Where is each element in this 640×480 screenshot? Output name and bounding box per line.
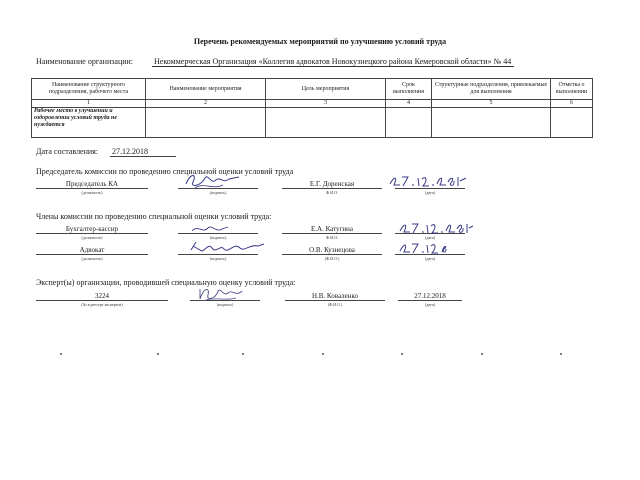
position-line <box>36 188 148 189</box>
col-header-workplace: Наименование структурного подразделения, рабочего места <box>32 79 146 100</box>
position-caption: (должность) <box>81 235 103 240</box>
table-cell-goal <box>266 108 386 138</box>
member-handwritten-date <box>398 219 474 237</box>
date-caption: (дата) <box>425 235 435 240</box>
date-caption: (дата) <box>425 190 435 195</box>
member-position: Бухгалтер-кассир <box>65 225 119 233</box>
col-number: 6 <box>551 100 593 108</box>
signature-caption: (подпись) <box>209 256 227 261</box>
register-caption: (№ в реестре экспертов) <box>81 302 123 307</box>
date-caption: (дата) <box>425 302 435 307</box>
member-handwritten-date <box>398 240 448 256</box>
col-number: 1 <box>32 100 146 108</box>
position-line <box>36 233 148 234</box>
member-signature <box>188 238 268 258</box>
col-header-completion: Отметка о выполнении <box>551 79 593 100</box>
fio-line <box>282 254 382 255</box>
signature-caption: (подпись) <box>216 302 234 307</box>
document-title: Перечень рекомендуемых мероприятий по улучшению условий труда <box>193 37 447 46</box>
chairman-handwritten-date <box>388 172 468 190</box>
fio-line <box>282 188 382 189</box>
register-line <box>36 300 168 301</box>
scan-dot <box>401 353 403 355</box>
member-name: Е.А. Катугина <box>310 225 354 233</box>
table-row <box>32 108 593 138</box>
scan-dot <box>60 353 62 355</box>
organization-label: Наименование организации: <box>36 57 134 66</box>
date-compiled-label: Дата составления: <box>36 147 99 156</box>
expert-register-number: 3224 <box>95 292 109 300</box>
col-header-measure: Наименование мероприятия <box>146 79 266 100</box>
table-cell-deadline <box>386 108 432 138</box>
table-cell-measure <box>146 108 266 138</box>
fio-caption: (Ф.И.О.) <box>327 302 343 307</box>
expert-name: Н.В. Коваленко <box>311 292 359 300</box>
scan-dot <box>157 353 159 355</box>
table-cell-departments <box>432 108 551 138</box>
col-number: 2 <box>146 100 266 108</box>
chairman-heading: Председатель комиссии по проведению специальной оценки условий труда <box>36 167 294 176</box>
members-heading: Члены комиссии по проведению специальной оценки условий труда: <box>36 212 272 221</box>
scan-dot <box>242 353 244 355</box>
col-number: 5 <box>432 100 551 108</box>
fio-caption: Ф.И.О. <box>326 190 338 195</box>
scan-dot <box>481 353 483 355</box>
member-position: Адвокат <box>79 246 105 254</box>
position-caption: (должность) <box>81 256 103 261</box>
col-number: 3 <box>266 100 386 108</box>
chairman-position: Председатель КА <box>65 180 119 188</box>
member-name: О.В. Кузнецова <box>309 246 355 254</box>
table-number-row <box>32 100 593 108</box>
chairman-signature <box>183 170 243 192</box>
col-header-departments: Структурные подразделения, привлекаемые для выполнения <box>432 79 551 100</box>
scan-dot <box>560 353 562 355</box>
scan-dot <box>322 353 324 355</box>
signature-caption: (подпись) <box>209 235 227 240</box>
position-caption: (должность) <box>81 190 103 195</box>
measures-table <box>31 78 593 138</box>
fio-line <box>282 233 382 234</box>
table-cell-workplace: Рабочее место в улучшении и оздоровлении условий труда не нуждается <box>32 108 146 138</box>
member-signature <box>190 222 230 236</box>
table-header-row <box>32 79 593 100</box>
table-cell-completion <box>551 108 593 138</box>
col-header-deadline: Срок выполнения <box>386 79 432 100</box>
date-line <box>398 300 462 301</box>
organization-name: Некоммерческая Организация «Коллегия адвокатов Новокузнецкого района Кемеровской области» № 44 <box>152 57 514 67</box>
date-compiled-value: 27.12.2018 <box>110 147 176 157</box>
fio-line <box>285 300 385 301</box>
fio-caption: Ф.И.О. <box>326 235 338 240</box>
signature-caption: (подпись) <box>209 190 227 195</box>
fio-caption: (Ф.И.О.) <box>324 256 340 261</box>
col-number: 4 <box>386 100 432 108</box>
position-line <box>36 254 148 255</box>
expert-heading: Эксперт(ы) организации, проводившей специальную оценку условий труда: <box>36 278 296 287</box>
expert-signature <box>196 285 244 303</box>
date-caption: (дата) <box>425 256 435 261</box>
col-header-goal: Цель мероприятия <box>266 79 386 100</box>
chairman-name: Е.Г. Доренская <box>309 180 355 188</box>
expert-date: 27.12.2018 <box>414 292 446 300</box>
